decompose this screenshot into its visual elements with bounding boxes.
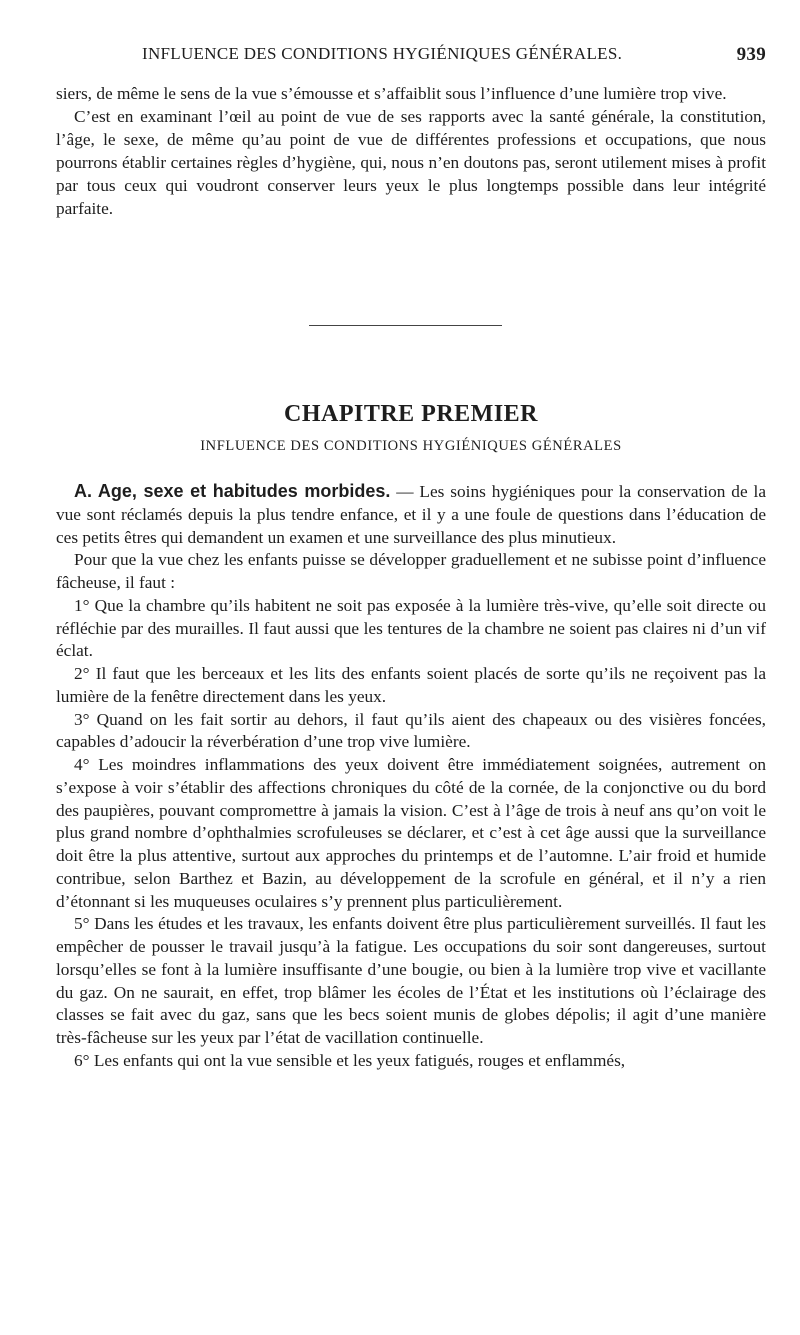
paragraph-continuation: siers, de même le sens de la vue s’émousse et s’affaiblit sous l’influence d’une lumière trop vive. bbox=[56, 84, 727, 103]
section-heading: A. Age, sexe et habitudes morbides. bbox=[74, 481, 391, 501]
section-lead-text: — Les soins hygiéniques pour la conservation de la vue sont réclamés depuis la plus tendre enfance, et il y a une foule de questions dans l’éducation de ces petits êtres qui demandent un examen et une surveillance des plus minutieux. bbox=[56, 482, 766, 547]
list-item-1: 1° Que la chambre qu’ils habitent ne soit pas exposée à la lumière très-vive, qu’elle soit directe ou réfléchie par des murailles. Il faut aussi que les tentures de la chambre ne soient pas claires ni d’un vif éclat. bbox=[56, 595, 766, 661]
list-item-6: 6° Les enfants qui ont la vue sensible et les yeux fatigués, rouges et enflammés, bbox=[74, 1050, 626, 1070]
chapter-subtitle: INFLUENCE DES CONDITIONS HYGIÉNIQUES GÉNÉRALES bbox=[200, 438, 622, 454]
intro-text bbox=[56, 83, 766, 220]
running-title: INFLUENCE DES CONDITIONS HYGIÉNIQUES GÉNÉRALES. bbox=[142, 44, 623, 63]
paragraph-intro: C’est en examinant l’œil au point de vue de ses rapports avec la santé générale, la constitution, l’âge, le sexe, de même qu’au point de vue de différentes professions et occupations, que nous pourrons établir certaines règles d’hygiène, qui, nous n’en doutons pas, seront utilement mises à profit par tous ceux qui voudront conserver leurs yeux le plus longtemps possible dans leur intégrité parfaite. bbox=[56, 106, 766, 218]
list-item-5: 5° Dans les études et les travaux, les enfants doivent être plus particulièrement surveillés. Il faut les empêcher de pousser le travail jusqu’à la fatigue. Les occupations du soir sont dangereuses, surtout lorsqu’elles se font à la lumière insuffisante d’une bougie, ou bien à la lumière trop vive et vacillante du gaz. On ne saurait, en effet, trop blâmer les écoles de l’État et les institutions où l’éclairage des classes se fait avec du gaz, sans que les becs soient munis de globes dépolis; il agit d’une manière très-fâcheuse sur les yeux par l’état de vacillation continuelle. bbox=[56, 914, 766, 1047]
paragraph-requirements: Pour que la vue chez les enfants puisse se développer graduellement et ne subisse point d’influence fâcheuse, il faut : bbox=[56, 550, 766, 592]
list-item-4: 4° Les moindres inflammations des yeux doivent être immédiatement soignées, autrement on s’expose à voir s’établir des affections chroniques du côté de la cornée, de la conjonctive ou du bord des paupières, pouvant compromettre à jamais la vision. C’est à l’âge de trois à neuf ans qu’on voit le plus grand nombre d’ophthalmies scrofuleuses se déclarer, et c’est à cet âge aussi que la surveillance doit être la plus attentive, surtout aux approches du printemps et de l’automne. L’air froid et humide contribue, selon Barthez et Bazin, au développement de la scrofule en général, et il n’y a rien d’étonnant si les muqueuses oculaires s’y prennent plus particulièrement. bbox=[56, 755, 766, 911]
chapter-title: CHAPITRE PREMIER bbox=[283, 401, 538, 427]
separator-rule bbox=[309, 325, 502, 326]
section-lead-paragraph bbox=[56, 480, 766, 549]
page-number: 939 bbox=[736, 44, 766, 65]
running-header bbox=[56, 44, 766, 68]
chapter-body bbox=[56, 480, 766, 1073]
list-item-3: 3° Quand on les fait sortir au dehors, il faut qu’ils aient des chapeaux ou des visières foncées, capables d’adoucir la réverbération d’une trop vive lumière. bbox=[56, 709, 766, 752]
list-item-2: 2° Il faut que les berceaux et les lits des enfants soient placés de sorte qu’ils ne reçoivent pas la lumière de la fenêtre directement dans les yeux. bbox=[56, 664, 766, 706]
